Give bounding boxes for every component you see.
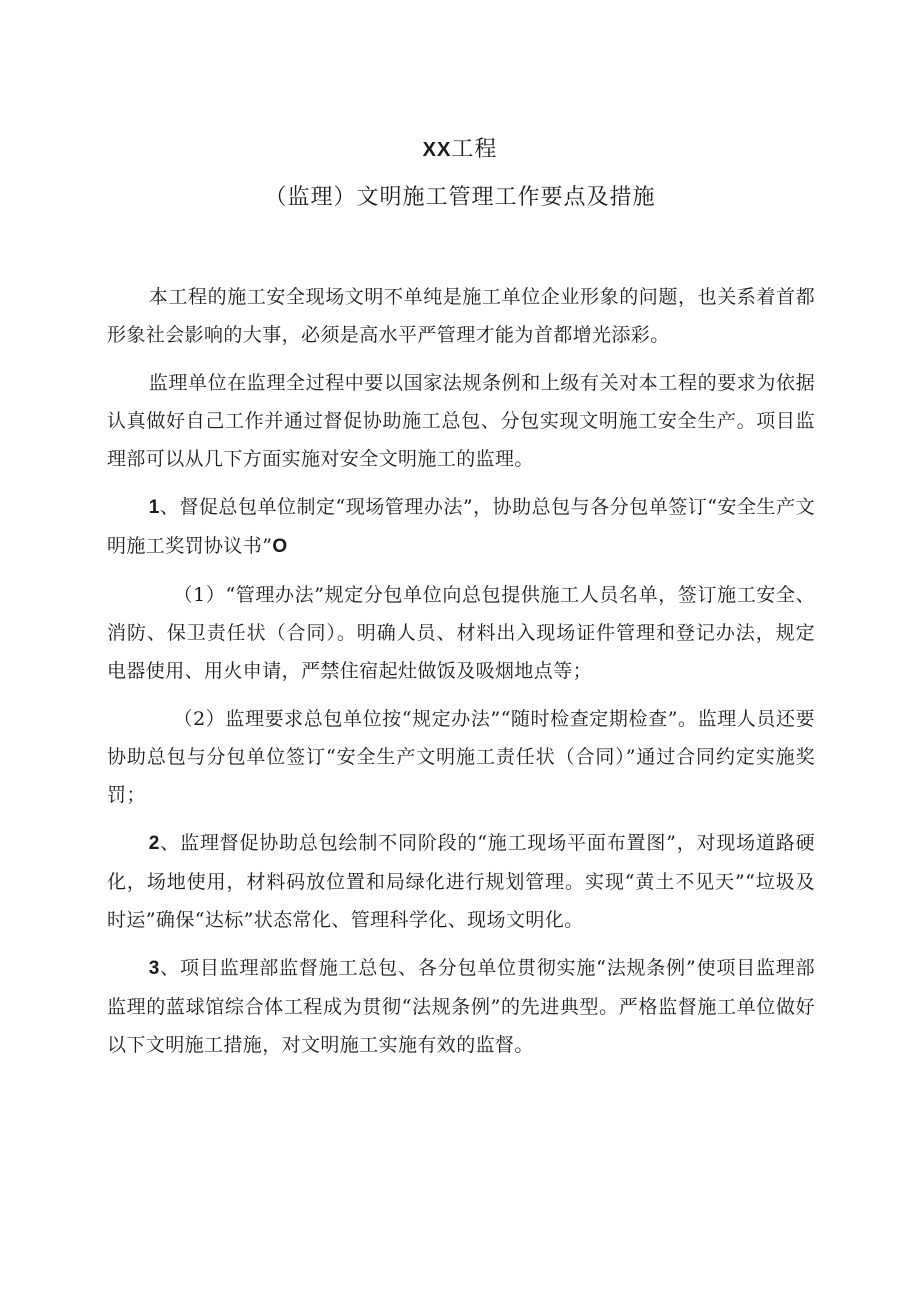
title-project-word: 工程 xyxy=(451,137,498,162)
item-text: 、项目监理部监督施工总包、各分包单位贯彻实施“法规条例”使项目监理部监理的蓝球馆综合体工程成为贯彻“法规条例”的先进典型。严格监督施工单位做好以下文明施工措施，对文明施工实施有效的监督。 xyxy=(107,957,815,1056)
title-project-code: XX xyxy=(422,139,452,161)
paragraph-intro: 本工程的施工安全现场文明不单纯是施工单位企业形象的问题，也关系着首都形象社会影响的大事，必须是高水平严管理才能为首都增光添彩。 xyxy=(107,286,815,346)
document-body xyxy=(107,278,815,1074)
paragraph-item-1 xyxy=(107,488,815,566)
document-subtitle: （监理）文明施工管理工作要点及措施 xyxy=(264,185,656,210)
paragraph-item-3 xyxy=(107,949,815,1064)
item-text: 、督促总包单位制定“现场管理办法”，协助总包与各分包单签订“安全生产文明施工奖罚协议书” xyxy=(107,496,815,557)
paragraph-supervision-basis: 监理单位在监理全过程中要以国家法规条例和上级有关对本工程的要求为依据认真做好自己工作并通过督促协助施工总包、分包实现文明施工安全生产。项目监理部可以从几下方面实施对安全文明施工的监理。 xyxy=(107,372,815,470)
item-number: 3 xyxy=(148,958,160,979)
item-number: 1 xyxy=(148,497,160,518)
item-suffix: O xyxy=(272,536,288,557)
item-number: 2 xyxy=(148,833,160,854)
paragraph-subitem-2: （2）监理要求总包单位按“规定办法”“随时检查定期检查”。监理人员还要协助总包与分包单位签订“安全生产文明施工责任状（合同）”通过合同约定实施奖罚； xyxy=(107,708,815,806)
paragraph-item-2 xyxy=(107,824,815,939)
paragraph-subitem-1: （1）“管理办法”规定分包单位向总包提供施工人员名单，签订施工安全、消防、保卫责任状（合同）。明确人员、材料出入现场证件管理和登记办法，规定电器使用、用火申请，严禁住宿起灶做饭及吸烟地点等； xyxy=(107,584,815,682)
item-text: 、监理督促协助总包绘制不同阶段的“施工现场平面布置图”，对现场道路硬化，场地使用，材料码放位置和局绿化进行规划管理。实现“黄土不见天”“垃圾及时运”确保“达标”状态常化、管理科学化、现场文明化。 xyxy=(107,832,815,931)
document-title xyxy=(0,133,920,167)
